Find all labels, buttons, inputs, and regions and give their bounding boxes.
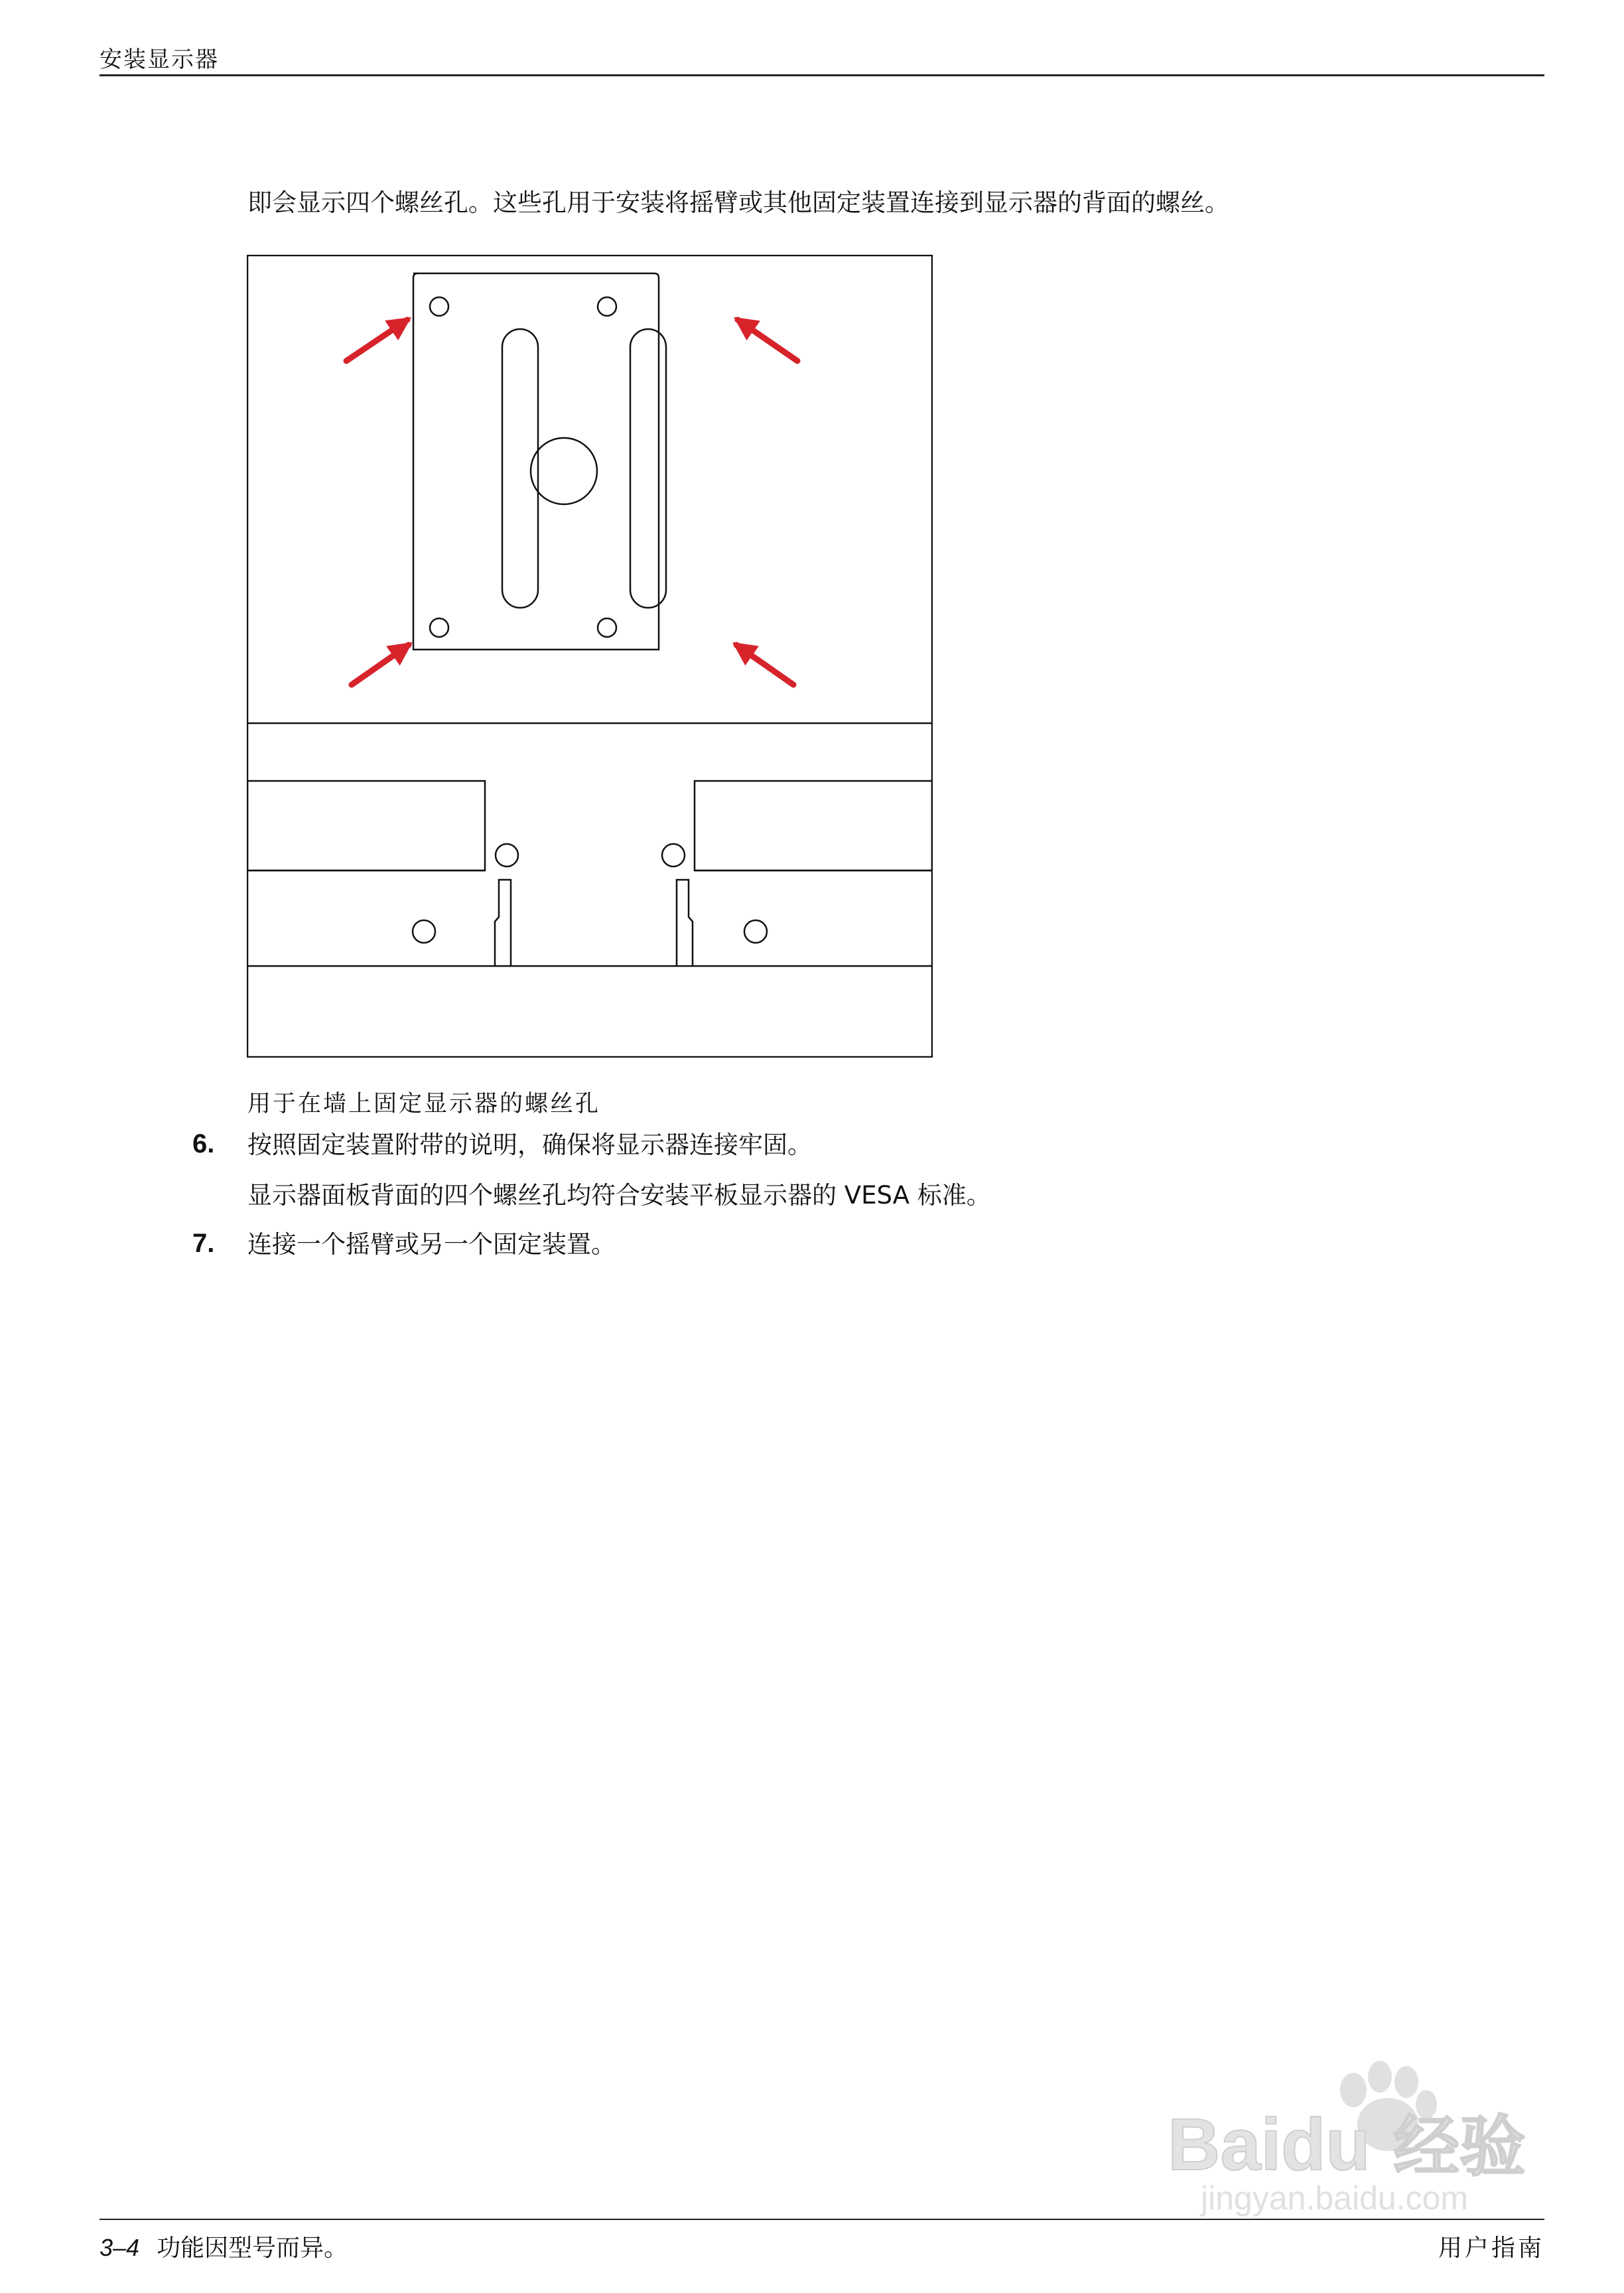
- arrow-icon: [736, 645, 793, 685]
- vesa-mount-figure: [247, 255, 933, 1058]
- header-title: 安装显示器: [100, 46, 219, 73]
- stand-hook: [677, 880, 693, 966]
- figure-caption: 用于在墙上固定显示器的螺丝孔: [247, 1091, 601, 1117]
- page-footer-left: [100, 2229, 348, 2263]
- intro-paragraph: 即会显示四个螺丝孔。这些孔用于安装将摇臂或其他固定装置连接到显示器的背面的螺丝。: [247, 188, 1229, 217]
- baidu-watermark: [1154, 2050, 1552, 2249]
- stand-hole: [413, 920, 435, 943]
- header-rule: [100, 74, 1544, 76]
- slot: [502, 329, 538, 608]
- stand-hole: [496, 844, 518, 867]
- screw-hole: [430, 297, 448, 316]
- watermark-url: jingyan.baidu.com: [1201, 2180, 1469, 2217]
- footer-note: 功能因型号而异。: [157, 2235, 348, 2262]
- step-number: 7.: [192, 1229, 215, 1258]
- figure-frame: [247, 255, 932, 1057]
- center-hole: [531, 438, 597, 504]
- stand-hole: [662, 844, 685, 867]
- slot: [630, 329, 666, 608]
- mounting-plate: [413, 273, 659, 650]
- step-number: 6.: [192, 1129, 215, 1158]
- page-number: 3–4: [100, 2234, 140, 2261]
- stand-block-left: [247, 781, 485, 870]
- screw-hole: [598, 297, 616, 316]
- arrow-icon: [352, 645, 409, 685]
- stand-hole: [744, 920, 767, 943]
- arrow-icon: [738, 320, 797, 361]
- page-footer-right: 用户指南: [1438, 2235, 1544, 2262]
- stand-hook: [495, 880, 511, 966]
- step-text: 连接一个摇臂或另一个固定装置。: [247, 1230, 616, 1259]
- stand-block-right: [695, 781, 932, 870]
- arrow-icon: [346, 320, 407, 361]
- screw-hole: [430, 618, 448, 637]
- monitor-back-diagram: [247, 255, 933, 1058]
- watermark-suffix: 经验: [1393, 2108, 1526, 2186]
- watermark-brand: Baidu: [1168, 2104, 1371, 2186]
- step-text: 按照固定装置附带的说明，确保将显示器连接牢固。: [247, 1131, 812, 1159]
- screw-hole: [598, 618, 616, 637]
- step-note: 显示器面板背面的四个螺丝孔均符合安装平板显示器的 VESA 标准。: [247, 1181, 991, 1210]
